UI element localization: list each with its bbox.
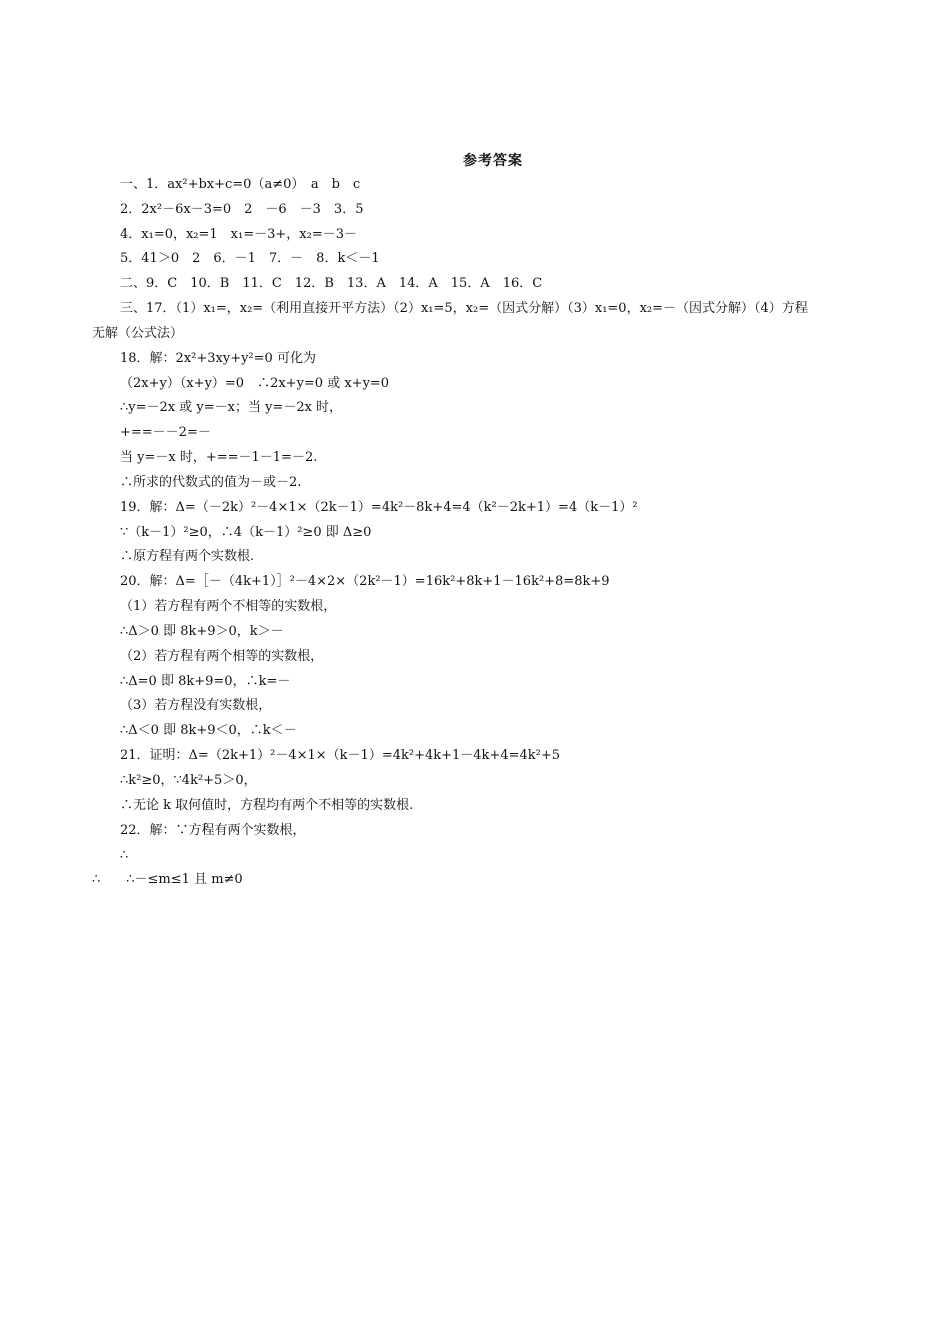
answer-line: （2）若方程有两个相等的实数根， <box>120 649 324 664</box>
answer-line: （2x+y）（x+y）=0 ∴2x+y=0 或 x+y=0 <box>120 376 390 391</box>
page-title: 参考答案 <box>463 153 523 169</box>
answer-line: ∴Δ＞0 即 8k+9＞0，k＞－ <box>120 624 284 639</box>
answer-line: 5．41＞0 2 6．－1 7．－ 8．k＜－1 <box>120 251 380 266</box>
answer-line: ∴ ∴－≤m≤1 且 m≠0 <box>92 872 243 887</box>
answer-line: 无解（公式法） <box>92 326 184 341</box>
answer-line: 一、1．ax²+bx+c=0（a≠0） a b c <box>120 177 361 192</box>
answer-line: 18．解：2x²+3xy+y²=0 可化为 <box>120 351 316 366</box>
answer-line: 2．2x²－6x－3=0 2 －6 －3 3．5 <box>120 202 364 217</box>
answer-line: ∴Δ＜0 即 8k+9＜0，∴k＜－ <box>120 723 297 738</box>
answer-line: ∴k²≥0，∵4k²+5＞0， <box>120 773 257 788</box>
answer-line: ∵（k－1）²≥0，∴4（k－1）²≥0 即 Δ≥0 <box>120 525 372 540</box>
answer-line: ∴y=－2x 或 y=－x；当 y=－2x 时， <box>120 400 343 415</box>
answer-line: ∴原方程有两个实数根. <box>120 549 255 564</box>
answer-line: ∴Δ=0 即 8k+9=0，∴k=－ <box>120 674 291 689</box>
answer-line: 21．证明：Δ=（2k+1）²－4×1×（k－1）=4k²+4k+1－4k+4=4k²+5 <box>120 748 561 763</box>
answer-line: ∴无论 k 取何值时，方程均有两个不相等的实数根. <box>120 798 414 813</box>
answer-line: 19．解：Δ=（－2k）²－4×1×（2k－1）=4k²－8k+4=4（k²－2k+1）=4（k－1）² <box>120 500 638 515</box>
answer-line: 当 y=－x 时，+==－1－1=－2. <box>120 450 318 465</box>
answer-line: 20．解：Δ=［－（4k+1）］²－4×2×（2k²－1）=16k²+8k+1－16k²+8=8k+9 <box>120 574 610 589</box>
answer-line: ∴所求的代数式的值为－或－2. <box>120 475 302 490</box>
answer-line: （3）若方程没有实数根， <box>120 698 272 713</box>
answer-line: ∴ <box>120 848 129 863</box>
answer-line: 三、17．（1）x₁=，x₂=（利用直接开平方法）（2）x₁=5，x₂=（因式分解）（3）x₁=0，x₂=－（因式分解）（4）方程 <box>120 301 808 316</box>
answer-line: 4．x₁=0，x₂=1 x₁=－3+，x₂=－3－ <box>120 227 357 242</box>
answer-line: （1）若方程有两个不相等的实数根， <box>120 599 337 614</box>
answer-line: +==－－2=－ <box>120 425 211 440</box>
answer-line: 二、9．C 10．B 11．C 12．B 13．A 14．A 15．A 16．C <box>120 276 543 291</box>
answer-line: 22．解：∵方程有两个实数根， <box>120 823 306 838</box>
